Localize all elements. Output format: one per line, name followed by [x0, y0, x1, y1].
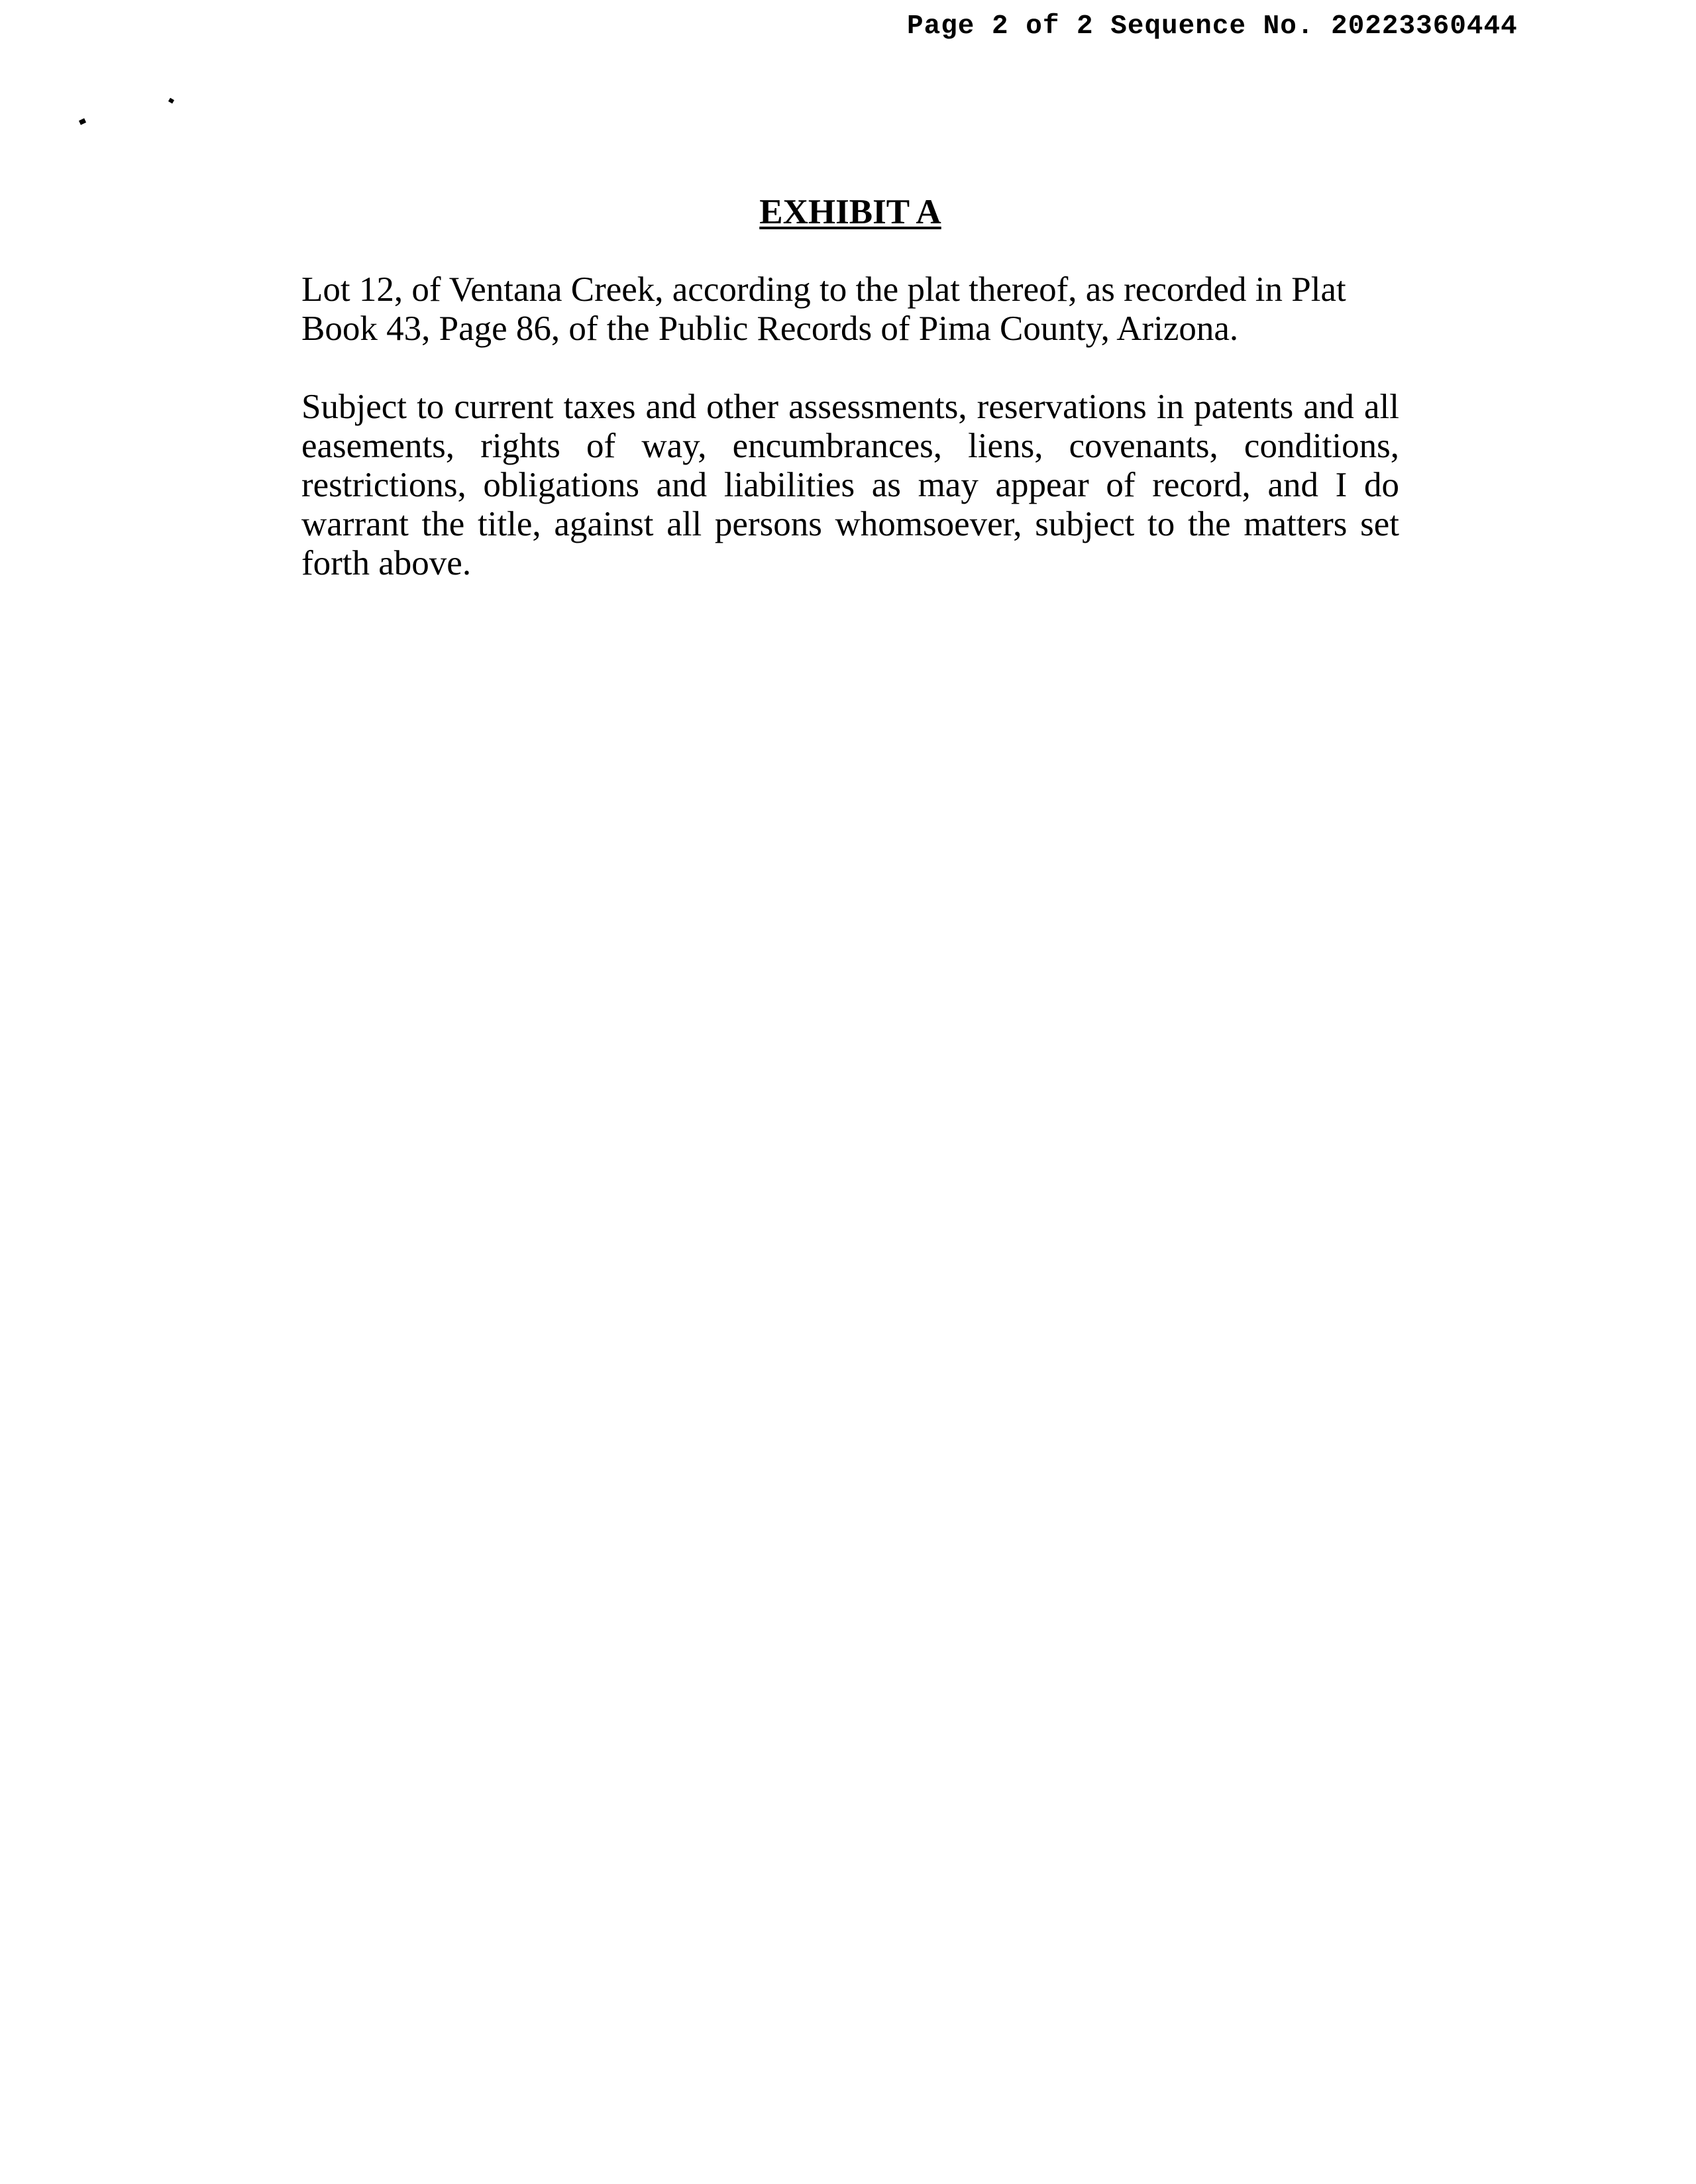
- page-sequence-stamp: Page 2 of 2 Sequence No. 20223360444: [907, 11, 1518, 42]
- scan-speck-mark: [168, 98, 174, 104]
- subject-to-paragraph: Subject to current taxes and other assessments, reservations in patents and all easements, rights of way, encumbrances, liens, covenants, conditions, restrictions, obligations and liabilities as may appear of record, and I do warrant the title, against all persons whomsoever, subject to the matters set forth above.: [301, 388, 1399, 582]
- legal-description-paragraph: Lot 12, of Ventana Creek, according to the plat thereof, as recorded in Plat Book 43, Page 86, of the Public Records of Pima County, Arizona.: [301, 270, 1346, 348]
- scan-speck-mark: [79, 118, 86, 125]
- exhibit-title: EXHIBIT A: [759, 193, 941, 231]
- document-body: [301, 192, 1399, 622]
